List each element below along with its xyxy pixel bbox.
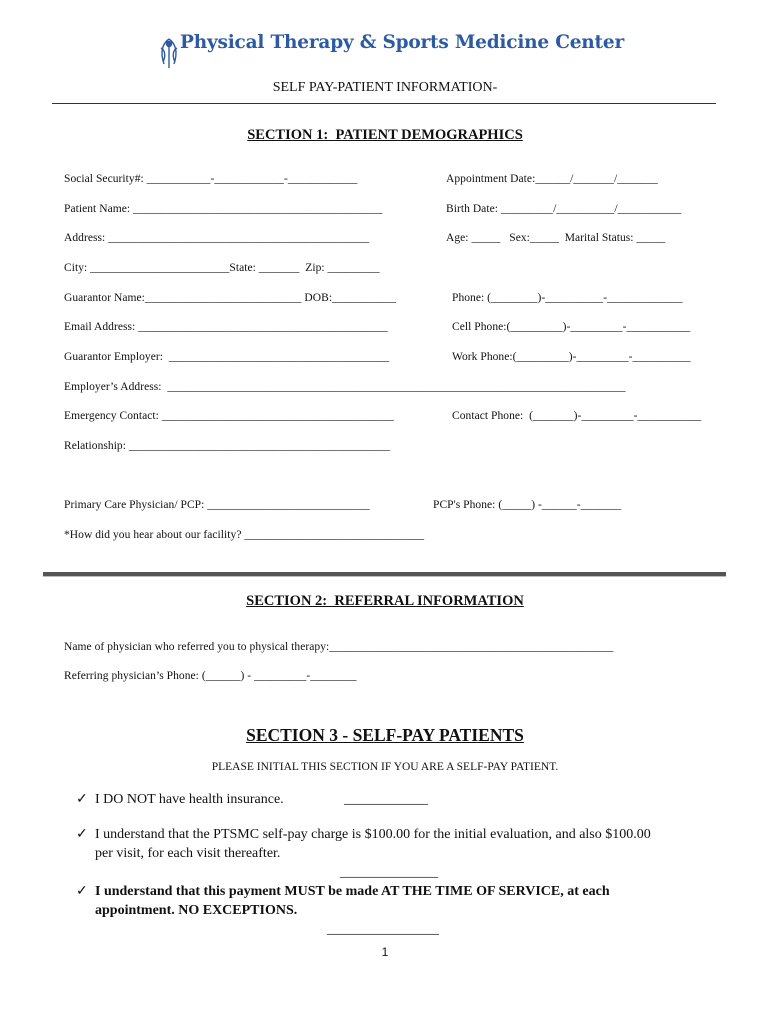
initial-blank-1[interactable]: ____________ (344, 792, 428, 807)
self-pay-charge-statement: I understand that the PTSMC self-pay charge is $100.00 for the initial evaluation, and also $100.00 (95, 827, 651, 842)
appointment-date-field[interactable]: Appointment Date:______/_______/_______ (446, 173, 658, 185)
initial-instruction: PLEASE INITIAL THIS SECTION IF YOU ARE A SELF-PAY PATIENT. (211, 761, 559, 773)
section1-title: SECTION 1: PATIENT DEMOGRAPHICS (247, 127, 523, 143)
section2-title: SECTION 2: REFERRAL INFORMATION (246, 593, 524, 609)
guarantor-name-field[interactable]: Guarantor Name:___________________________ DOB:___________ (64, 292, 396, 304)
payment-time-statement: I understand that this payment MUST be made AT THE TIME OF SERVICE, at each (95, 884, 610, 899)
page-number: 1 (381, 945, 389, 959)
guarantor-employer-field[interactable]: Guarantor Employer: ______________________________________ (64, 351, 390, 363)
form-title: SELF PAY-PATIENT INFORMATION- (272, 80, 498, 95)
address-field[interactable]: Address: _____________________________________________ (64, 232, 370, 244)
patient-name-field[interactable]: Patient Name: ___________________________________________ (64, 203, 383, 215)
checkmark-icon: ✓ (76, 884, 88, 899)
referring-physician-field[interactable]: Name of physician who referred you to physical therapy:_________________________________________________ (64, 641, 614, 653)
cell-phone-field[interactable]: Cell Phone:(_________)-_________-___________ (452, 321, 691, 333)
section-divider (43, 572, 726, 577)
initial-blank-2[interactable]: ______________ (340, 865, 438, 880)
work-phone-field[interactable]: Work Phone:(_________)-_________-__________ (452, 351, 691, 363)
checkmark-icon: ✓ (76, 792, 88, 807)
pcp-phone-field[interactable]: PCP's Phone: (_____) -______-_______ (433, 499, 622, 511)
phone-field[interactable]: Phone: (________)-__________-_____________ (452, 292, 683, 304)
divider (52, 103, 716, 104)
checkmark-icon: ✓ (76, 827, 88, 842)
ssn-field[interactable]: Social Security#: ___________-____________-____________ (64, 173, 358, 185)
logo-emblem-icon (144, 18, 178, 54)
referring-phone-field[interactable]: Referring physician’s Phone: (______) - _________-________ (64, 670, 357, 682)
birth-date-field[interactable]: Birth Date: _________/__________/___________ (446, 203, 682, 215)
section3-title: SECTION 3 - SELF-PAY PATIENTS (246, 725, 524, 745)
employer-address-field[interactable]: Employer’s Address: _______________________________________________________________________________ (64, 381, 626, 393)
self-pay-charge-statement-cont: per visit, for each visit thereafter. (95, 846, 281, 861)
emergency-contact-field[interactable]: Emergency Contact: ________________________________________ (64, 410, 394, 422)
relationship-field[interactable]: Relationship: _____________________________________________ (64, 440, 390, 452)
payment-time-statement-cont: appointment. NO EXCEPTIONS. (95, 903, 298, 918)
email-field[interactable]: Email Address: ___________________________________________ (64, 321, 388, 333)
org-name: Physical Therapy & Sports Medicine Center (180, 32, 625, 53)
no-insurance-statement: I DO NOT have health insurance. (95, 792, 284, 807)
hear-about-field[interactable]: *How did you hear about our facility? _______________________________ (64, 529, 425, 541)
pcp-field[interactable]: Primary Care Physician/ PCP: ____________________________ (64, 499, 370, 511)
contact-phone-field[interactable]: Contact Phone: (_______)-_________-___________ (452, 410, 702, 422)
city-state-zip-field[interactable]: City: ________________________State: _______ Zip: _________ (64, 262, 380, 274)
age-sex-marital-field[interactable]: Age: _____ Sex:_____ Marital Status: _____ (446, 232, 666, 244)
initial-blank-3[interactable]: ________________ (327, 922, 439, 937)
